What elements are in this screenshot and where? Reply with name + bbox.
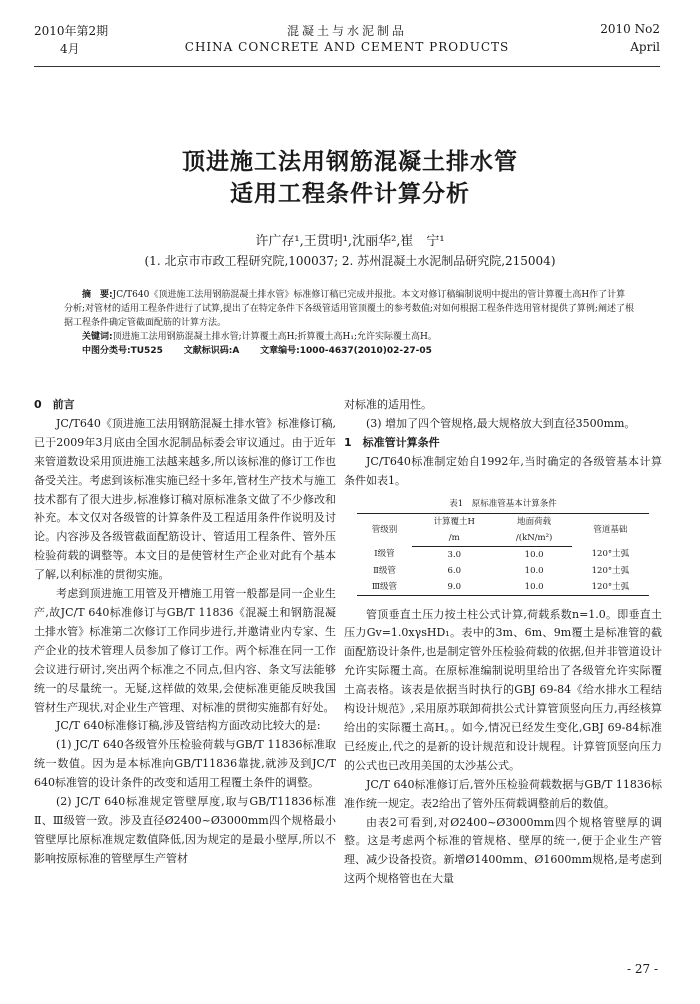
table-row bbox=[357, 579, 649, 596]
paragraph-2: 考虑到顶进施工用管及开槽施工用管一般都是同一企业生产,故JC/T 640标准修订与GB/T 11836《混凝土和钢筋混凝土排水管》标准第二次修订工作同步进行,并邀请业内专家、生产企业的技术管理人员参加了修订工作。两个标准在同一工作会议进行研讨,突出两个标准之不同点,但内容、条文写法能够统一的尽量统一。无疑,这样做的效果,会使标准更能反映我国管材生产现状,对企业生产管理、对标准的贯彻实施都有好处。 bbox=[34, 587, 336, 714]
right-column bbox=[344, 396, 662, 889]
header-rule bbox=[34, 66, 660, 67]
affiliation: (1. 北京市市政工程研究院,100037; 2. 苏州混凝土水泥制品研究院,215004) bbox=[144, 254, 556, 268]
keywords-label: 关键词: bbox=[82, 332, 113, 342]
title-line-2: 适用工程条件计算分析 bbox=[230, 181, 470, 207]
table-header-cell: 地面荷载 bbox=[497, 513, 572, 530]
abstract-label: 摘 要: bbox=[82, 290, 113, 300]
table-header-row bbox=[357, 513, 649, 530]
table-1-caption: 表1 原标准管基本计算条件 bbox=[449, 498, 557, 509]
table-cell: 120°土弧 bbox=[591, 565, 630, 576]
table-header-cell: 管级别 bbox=[357, 513, 412, 546]
title-line-1: 顶进施工法用钢筋混凝土排水管 bbox=[182, 149, 518, 175]
abstract-text: JC/T640《顶进施工法用钢筋混凝土排水管》标准修订稿已完成并报批。本文对修订稿编制说明中提出的管计算覆土高H作了计算分析;对管材的适用工程条件进行了试算,提出了在特定条件下各级管适用管顶覆土的参考数值;对如何根据工程条件选用管材提供了算例;阐述了根据工程条件确定管截面配筋的计算方法。 bbox=[64, 290, 634, 328]
article-no-label: 文章编号: bbox=[260, 346, 300, 356]
authors: 许广存¹,王贯明¹,沈丽华²,崔 宁¹ bbox=[255, 234, 445, 249]
table-row bbox=[357, 563, 649, 579]
table-1 bbox=[357, 513, 649, 596]
table-cell: 10.0 bbox=[497, 579, 572, 596]
paragraph-r6: 由表2可看到,对Ø2400~Ø3000mm四个规格管壁厚的调整。这是考虑两个标准的管规格、壁厚的统一,便于企业生产管理、减少设备投资。新增Ø1400mm、Ø1600mm规格,是考虑到这两个规格管也在大量 bbox=[344, 815, 662, 886]
paragraph-r4: 管顶垂直土压力按土柱公式计算,荷载系数n=1.0。即垂直土压力Gv=1.0xγsHD₁。表中的3m、6m、9m覆土是标准管的截面配筋设计条件,也是制定管外压检验荷载的依据,但并非管道设计允许实际覆土高。在原标准编制说明里给出了各级管允许实际覆土高表格。该表是依据当时执行的GBJ 69-84《给水排水工程结构设计规范》,采用原苏联卸荷拱公式计算管顶竖向压力,再经核算给出的实际覆土高H。。如今,情况已经发生变化,GBJ 69-84标准已经废止,代之的是新的设计规范和设计规程。计算管顶竖向压力的公式也已改用美国的太沙基公式。 bbox=[344, 607, 662, 772]
paragraph-r2: (3) 增加了四个管规格,最大规格放大到直径3500mm。 bbox=[366, 416, 636, 430]
header-month-en: April bbox=[630, 40, 660, 54]
table-unit-cell: /(kN/m²) bbox=[497, 530, 572, 547]
abstract-block bbox=[64, 288, 634, 358]
table-cell: 9.0 bbox=[412, 579, 497, 596]
table-header-cell: 计算覆土H bbox=[412, 513, 497, 530]
abstract bbox=[64, 288, 634, 330]
table-cell: Ⅰ级管 bbox=[374, 549, 395, 560]
classification-line bbox=[64, 344, 634, 358]
paragraph-5: (2) JC/T 640标准规定管壁厚度,取与GB/T11836标准Ⅱ、Ⅲ级管一致。涉及直径Ø2400~Ø3000mm四个规格最小管壁厚比原标准规定数值降低,因为规定的是最小壁厚,所以不影响按原标准的管壁厚生产管材 bbox=[34, 795, 336, 865]
doc-code-label: 文献标识码: bbox=[183, 346, 233, 356]
paragraph-r5: JC/T 640标准修订后,管外压检验荷载数据与GB/T 11836标准作统一规定。表2给出了管外压荷载调整前后的数值。 bbox=[344, 777, 662, 810]
section-0-heading: 0 前言 bbox=[34, 398, 75, 411]
header-year-issue: 2010年第2期 bbox=[34, 24, 109, 38]
table-cell: 10.0 bbox=[524, 565, 544, 576]
table-cell: Ⅱ级管 bbox=[373, 565, 396, 576]
table-cell: 10.0 bbox=[524, 549, 544, 560]
header-journal-en: CHINA CONCRETE AND CEMENT PRODUCTS bbox=[184, 40, 510, 54]
clc-label: 中图分类号: bbox=[82, 346, 131, 356]
table-cell: 120°土弧 bbox=[591, 549, 630, 560]
paragraph-r3: JC/T640标准制定始自1992年,当时确定的各级管基本计算条件如表1。 bbox=[344, 454, 662, 487]
table-cell: Ⅲ级管 bbox=[357, 579, 412, 596]
article-no-value: 1000-4637(2010)02-27-05 bbox=[299, 346, 432, 356]
table-unit-cell: /m bbox=[412, 530, 497, 547]
header-journal-cn: 混凝土与水泥制品 bbox=[286, 24, 407, 38]
page-number: - 27 - bbox=[626, 962, 658, 976]
section-1-heading: 1 标准管计算条件 bbox=[344, 435, 440, 449]
paper-title bbox=[0, 146, 700, 210]
keywords bbox=[64, 330, 634, 344]
table-header-cell: 管道基础 bbox=[572, 513, 649, 546]
table-cell: 120°土弧 bbox=[572, 579, 649, 596]
table-cell: 6.0 bbox=[447, 565, 461, 576]
header-month: 4月 bbox=[60, 42, 80, 56]
paragraph-r1: 对标准的适用性。 bbox=[344, 398, 432, 411]
header-issue-en: 2010 No2 bbox=[600, 22, 660, 36]
table-row bbox=[357, 546, 649, 563]
paragraph-3: JC/T 640标准修订稿,涉及管结构方面改动比较大的是: bbox=[56, 719, 321, 733]
paragraph-4: (1) JC/T 640各级管外压检验荷载与GB/T 11836标准取统一数值。因为是本标准向GB/T11836靠拢,就涉及到JC/T 640标准管的设计条件的改变和适用工程覆土条件的调整。 bbox=[34, 738, 336, 790]
keywords-text: 顶进施工法用钢筋混凝土排水管;计算覆土高H;折算覆土高H₁;允许实际覆土高H。 bbox=[112, 332, 437, 342]
clc-value: TU525 bbox=[130, 346, 163, 356]
paragraph-1: JC/T640《顶进施工法用钢筋混凝土排水管》标准修订稿,已于2009年3月底由全国水泥制品标委会审议通过。由于近年来管道数设采用顶进施工法越来越多,所以该标准的修订工作也备受关注。考虑到该标准实施已经十多年,管材生产技术与施工技术都有了很大进步,标准修订稿对原标准条文做了不少修改和补充。本文仅对各级管的计算条件及工程适用条件作说明及讨论。内容涉及各级管截面配筋设计、管适用工程条件、管外压检验荷载的调整等。本文目的是使管材生产企业对此有个基本了解,以利标准的贯彻实施。 bbox=[34, 416, 336, 582]
left-column bbox=[34, 396, 336, 869]
doc-code-value: A bbox=[232, 346, 240, 356]
running-header bbox=[34, 22, 660, 66]
table-cell: 3.0 bbox=[447, 549, 461, 560]
